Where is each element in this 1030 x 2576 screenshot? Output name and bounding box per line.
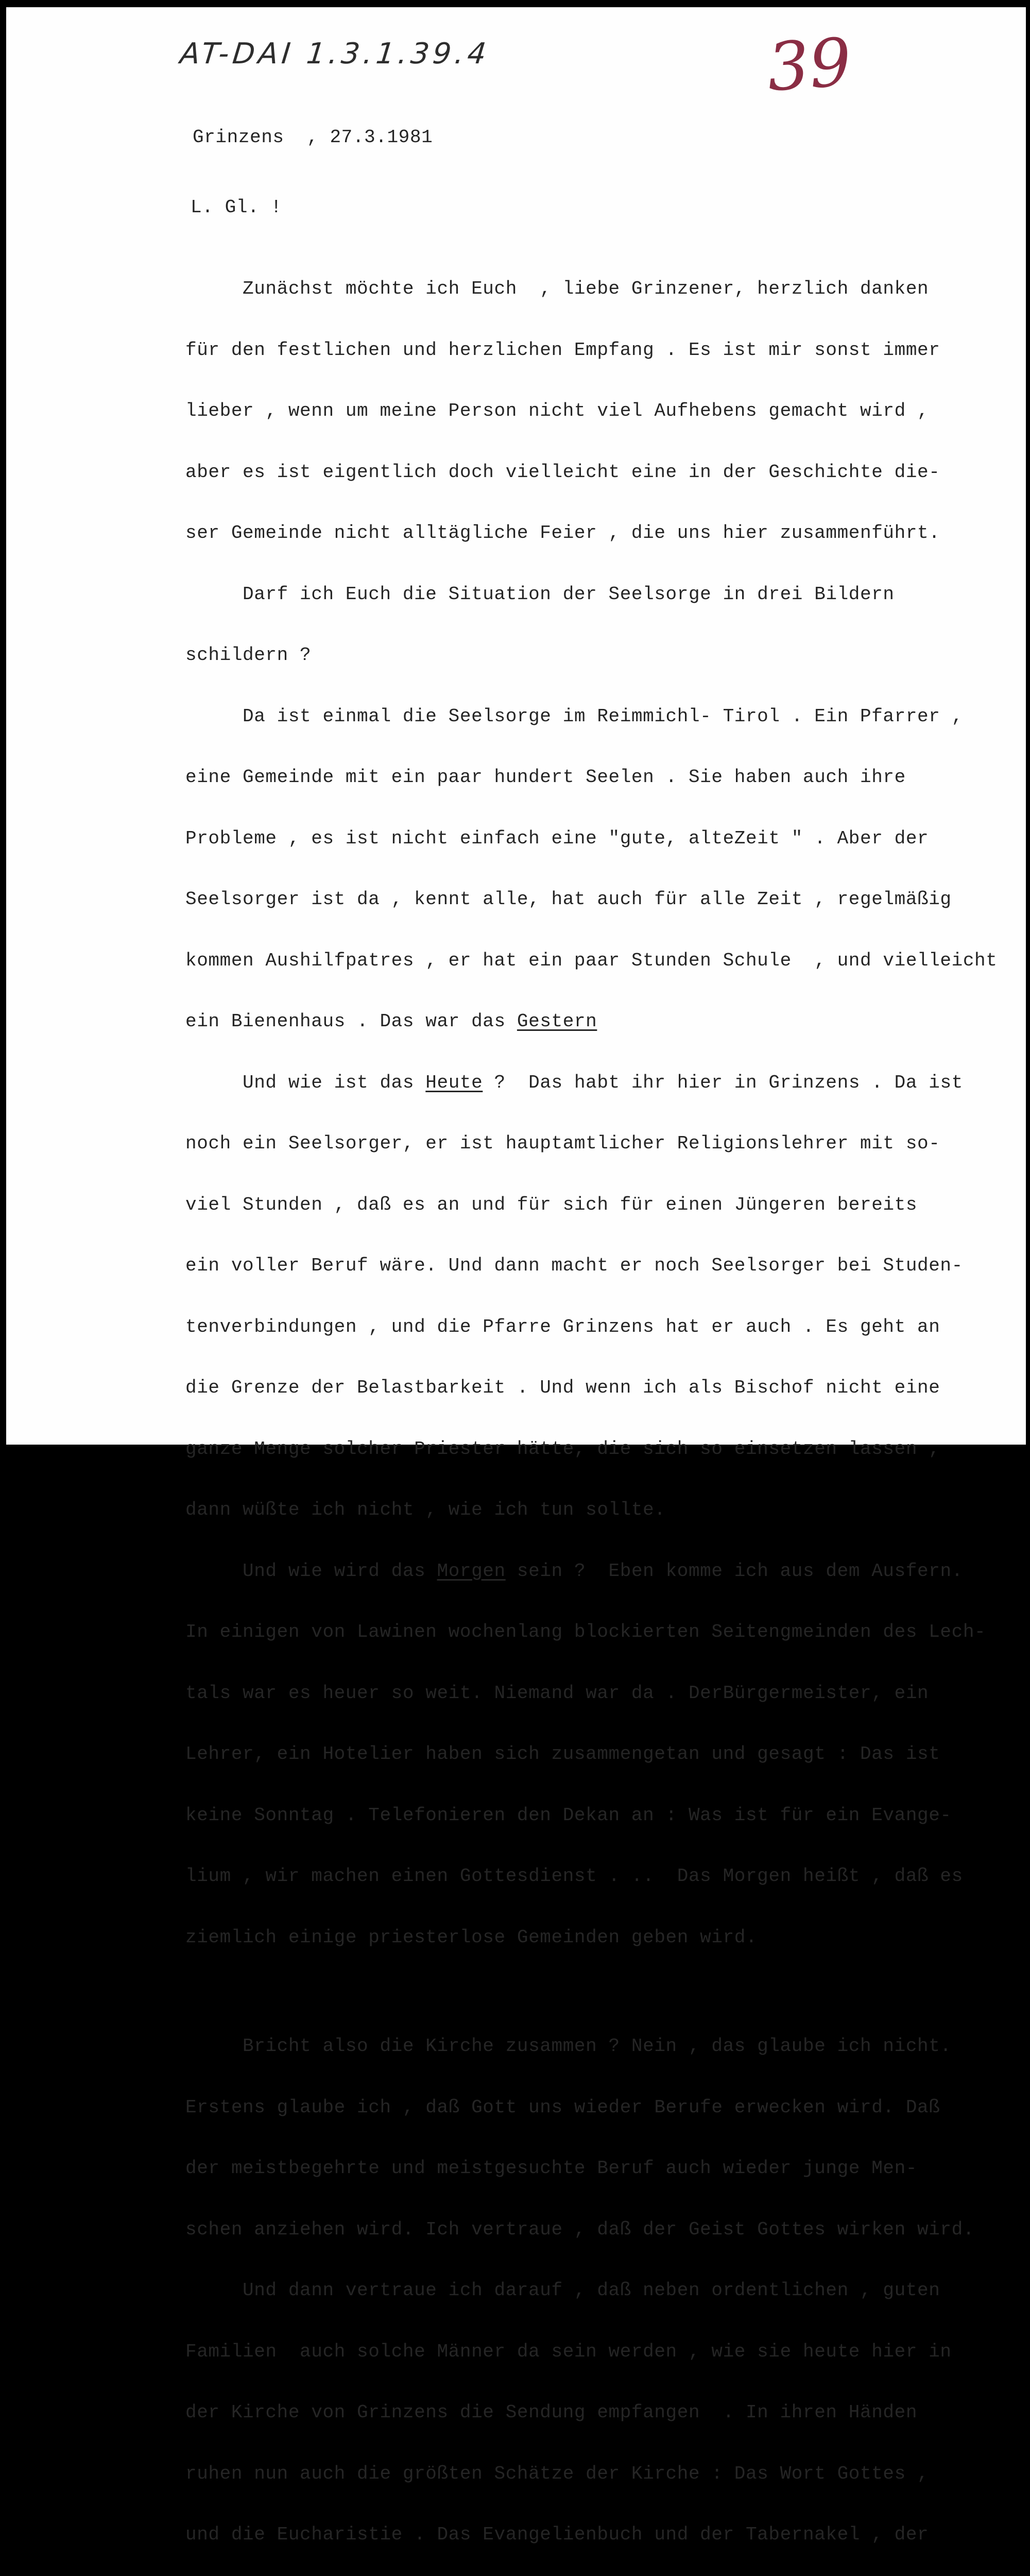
- text-line: [185, 1561, 997, 1582]
- underlined-word: Heute: [425, 1072, 483, 1093]
- text-line: noch ein Seelsorger, er ist hauptamtlicher Religionslehrer mit so-: [185, 1133, 940, 1154]
- text-line: keine Sonntag . Telefonieren den Dekan an : Was ist für ein Evange-: [185, 1804, 952, 1826]
- text-line: kommen Aushilfpatres , er hat ein paar Stunden Schule , und vielleicht: [185, 950, 998, 971]
- text-line: ruhen nun auch die größten Schätze der Kirche : Das Wort Gottes ,: [185, 2463, 929, 2484]
- text-line: aber es ist eigentlich doch vielleicht eine in der Geschichte die-: [185, 461, 940, 483]
- text-line: Seelsorger ist da , kennt alle, hat auch für alle Zeit , regelmäßig: [185, 889, 952, 910]
- letter-page: [6, 7, 1026, 2545]
- text-line: der Kirche von Grinzens die Sendung empfangen . In ihren Händen: [185, 2402, 918, 2423]
- text-line: schildern ?: [185, 645, 312, 666]
- text-line: tals war es heuer so weit. Niemand war da . DerBürgermeister, ein: [185, 1682, 929, 1704]
- text-line: Da ist einmal die Seelsorge im Reimmichl- Tirol . Ein Pfarrer ,: [185, 705, 963, 727]
- text-segment: Und wie ist das: [185, 1072, 426, 1093]
- text-segment: ein Bienenhaus . Das war das: [185, 1011, 517, 1032]
- text-line: Probleme , es ist nicht einfach eine "gute, alteZeit " . Aber der: [185, 827, 929, 849]
- text-segment: ? Das habt ihr hier in Grinzens . Da ist: [483, 1072, 963, 1093]
- text-segment: Und wie wird das: [185, 1560, 437, 1582]
- text-line: eine Gemeinde mit ein paar hundert Seelen . Sie haben auch ihre: [185, 767, 906, 788]
- text-line: lium , wir machen einen Gottesdienst . .. Das Morgen heißt , daß es: [185, 1866, 963, 1887]
- text-line: ziemlich einige priesterlose Gemeinden geben wird.: [185, 1926, 758, 1948]
- text-line: ser Gemeinde nicht alltägliche Feier , die uns hier zusammenführt.: [185, 522, 940, 544]
- dateline: Grinzens , 27.3.1981: [193, 127, 433, 148]
- letter-body: [185, 238, 997, 2576]
- text-line: In einigen von Lawinen wochenlang blockierten Seitengmeinden des Lech-: [185, 1621, 986, 1642]
- page-number: 39: [765, 24, 854, 107]
- text-line: [185, 1073, 997, 1093]
- text-line: für den festlichen und herzlichen Empfang . Es ist mir sonst immer: [185, 339, 940, 361]
- underlined-word: Gestern: [517, 1011, 597, 1032]
- text-line: lieber , wenn um meine Person nicht viel Aufhebens gemacht wird ,: [185, 400, 929, 421]
- paragraph-gap: [185, 1988, 997, 1995]
- text-line: die Grenze der Belastbarkeit . Und wenn ich als Bischof nicht eine: [185, 1377, 940, 1398]
- text-line: Darf ich Euch die Situation der Seelsorge in drei Bildern: [185, 583, 895, 605]
- text-line: ganze Menge solcher Priester hätte, die sich so einsetzen lassen ,: [185, 1438, 940, 1460]
- salutation: L. Gl. !: [191, 197, 282, 218]
- text-segment: sein ? Eben komme ich aus dem Ausfern.: [505, 1560, 963, 1582]
- text-line: [185, 1011, 997, 1032]
- text-line: viel Stunden , daß es an und für sich für einen Jüngeren bereits: [185, 1194, 918, 1215]
- text-line: Lehrer, ein Hotelier haben sich zusammengetan und gesagt : Das ist: [185, 1743, 940, 1765]
- text-line: schen anziehen wird. Ich vertraue , daß der Geist Gottes wirken wird.: [185, 2218, 975, 2240]
- underlined-word: Morgen: [437, 1560, 506, 1582]
- text-line: der meistbegehrte und meistgesuchte Beruf auch wieder junge Men-: [185, 2158, 918, 2179]
- text-line: tenverbindungen , und die Pfarre Grinzens hat er auch . Es geht an: [185, 1316, 940, 1337]
- text-line: Erstens glaube ich , daß Gott uns wieder Berufe erwecken wird. Daß: [185, 2096, 940, 2118]
- archive-signature: AT-DAI 1.3.1.39.4: [178, 37, 491, 71]
- text-line: und die Eucharistie . Das Evangelienbuch und der Tabernakel , der: [185, 2524, 929, 2545]
- text-line: dann wüßte ich nicht , wie ich tun sollte.: [185, 1499, 666, 1520]
- text-line: Und dann vertraue ich darauf , daß neben ordentlichen , guten: [185, 2280, 940, 2301]
- text-line: ein voller Beruf wäre. Und dann macht er noch Seelsorger bei Studen-: [185, 1255, 963, 1276]
- text-line: Zunächst möchte ich Euch , liebe Grinzener, herzlich danken: [185, 278, 929, 299]
- text-line: Bricht also die Kirche zusammen ? Nein , das glaube ich nicht.: [185, 2036, 952, 2057]
- text-line: Familien auch solche Männer da sein werden , wie sie heute hier in: [185, 2341, 952, 2362]
